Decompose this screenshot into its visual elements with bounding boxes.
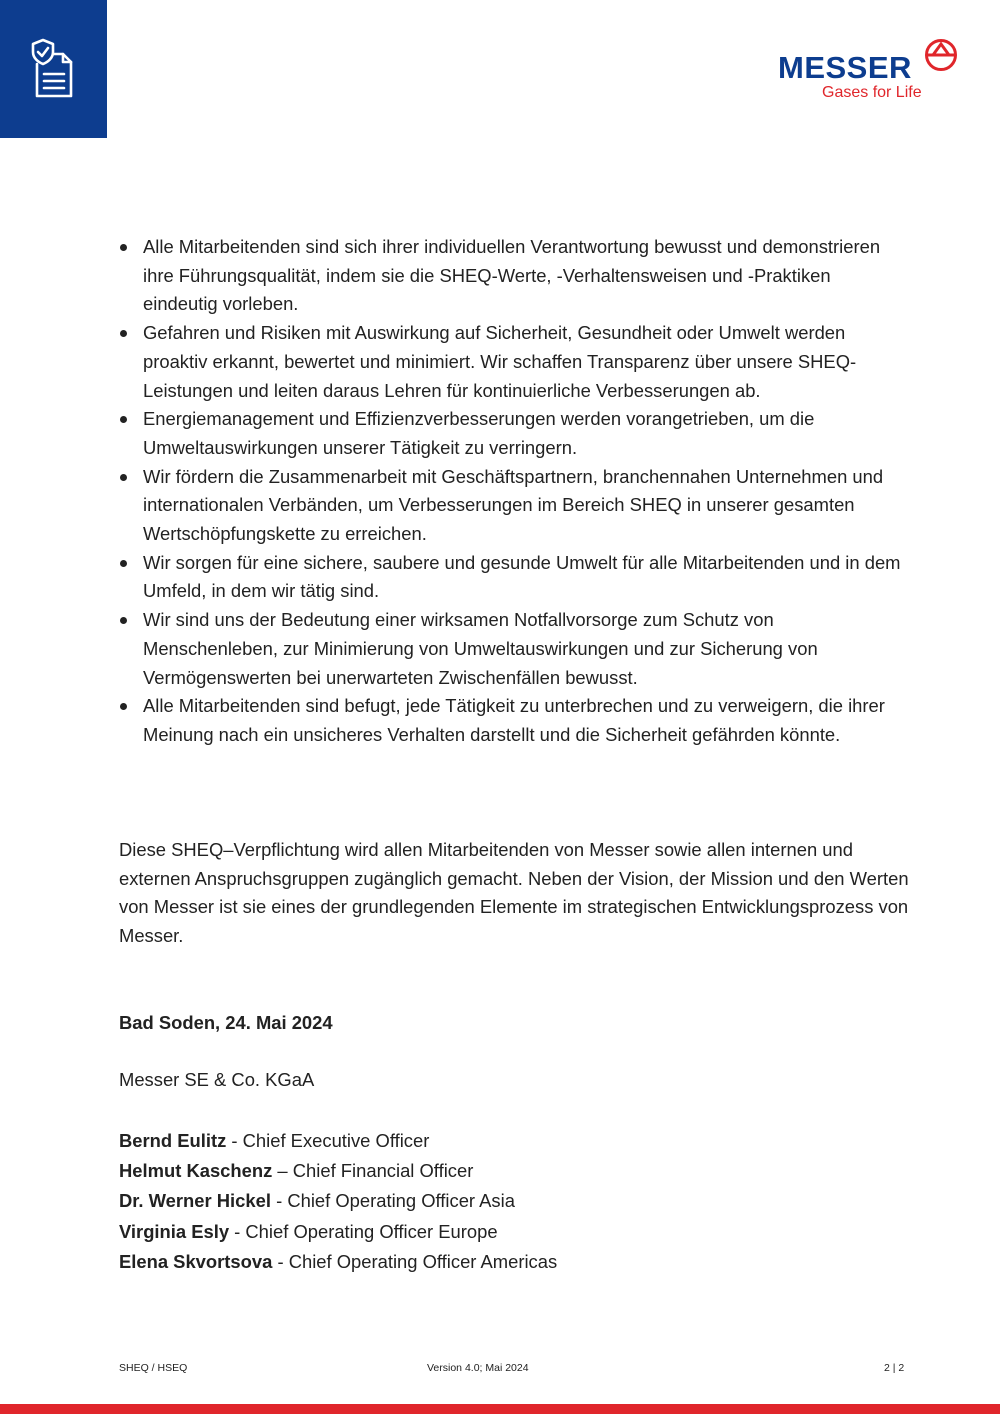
list-item [118, 233, 908, 319]
signatory-name: Elena Skvortsova [119, 1250, 273, 1272]
bullet-text: Energiemanagement und Effizienzverbesserungen werden vorangetrieben, um die Umweltauswirkungen unserer Tätigkeit zu verringern. [143, 408, 815, 458]
logo-tagline: Gases for Life [822, 84, 922, 101]
signatory-row [119, 1217, 557, 1247]
signatory-role: Chief Operating Officer Europe [245, 1220, 498, 1242]
header-corner-block [0, 0, 107, 138]
footer-document-type: SHEQ / HSEQ [119, 1362, 188, 1374]
company-name: Messer SE & Co. KGaA [119, 1069, 315, 1090]
signatory-name: Virginia Esly [119, 1220, 230, 1242]
signatory-role: Chief Executive Officer [242, 1130, 430, 1151]
signatory-separator: – [272, 1160, 293, 1182]
messer-logo [778, 38, 968, 108]
bullet-text: Alle Mitarbeitenden sind sich ihrer individuellen Verantwortung bewusst und demonstrieren ihre Führungsqualität, indem sie die SHEQ-Werte, -Verhaltensweisen und -Praktiken eindeutig vorleben. [143, 236, 881, 315]
commitment-bullet-list [118, 233, 908, 750]
logo-wordmark: MESSER [778, 50, 912, 85]
bullet-icon [120, 330, 127, 337]
bullet-text: Wir sind uns der Bedeutung einer wirksamen Notfallvorsorge zum Schutz von Menschenleben, zur Minimierung von Umweltauswirkungen und zur Sicherung von Vermögenswerten bei unerwarteten Zwischenfällen bewusst. [143, 609, 818, 688]
bullet-icon [120, 244, 127, 251]
signatory-row [119, 1126, 557, 1156]
signatory-name: Bernd Eulitz [119, 1130, 227, 1151]
clipboard-shield-check-icon [30, 38, 74, 100]
signatory-role: Chief Operating Officer Asia [287, 1190, 515, 1212]
bullet-text: Wir sorgen für eine sichere, saubere und gesunde Umwelt für alle Mitarbeitenden und in dem Umfeld, in dem wir tätig sind. [143, 551, 901, 602]
signatory-list [119, 1126, 557, 1277]
list-item [118, 606, 908, 692]
list-item [118, 319, 908, 405]
footer-version: Version 4.0; Mai 2024 [427, 1362, 529, 1374]
bullet-icon [120, 560, 127, 567]
place-date: Bad Soden, 24. Mai 2024 [119, 1012, 333, 1033]
bullet-icon [120, 617, 127, 624]
signatory-separator: - [272, 1250, 289, 1272]
signatory-role: Chief Financial Officer [292, 1160, 474, 1182]
signatory-row [119, 1247, 557, 1277]
signatory-separator: - [226, 1130, 243, 1151]
signatory-name: Dr. Werner Hickel [119, 1190, 271, 1212]
list-item [118, 405, 908, 462]
commitment-paragraph: Diese SHEQ–Verpflichtung wird allen Mitarbeitenden von Messer sowie allen internen und externen Anspruchsgruppen zugänglich gemacht. Neben der Vision, der Mission und den Werten von Messer ist sie eines der grundlegenden Elemente im strategischen Entwicklungsprozess von Messer. [119, 839, 909, 947]
footer-page-number: 2 | 2 [884, 1362, 905, 1374]
signatory-name: Helmut Kaschenz [119, 1160, 273, 1182]
list-item [118, 463, 908, 549]
footer-accent-bar [0, 1404, 1000, 1414]
list-item [118, 692, 908, 749]
signatory-role: Chief Operating Officer Americas [288, 1250, 558, 1272]
signatory-row [119, 1156, 557, 1186]
bullet-icon [120, 703, 127, 710]
signatory-separator: - [229, 1220, 246, 1242]
messer-logo-symbol-icon [924, 38, 958, 72]
bullet-icon [120, 416, 127, 423]
bullet-text: Gefahren und Risiken mit Auswirkung auf Sicherheit, Gesundheit oder Umwelt werden proaktiv erkannt, bewertet und minimiert. Wir schaffen Transparenz über unsere SHEQ-Leistungen und leiten daraus Lehren für kontinuierliche Verbesserungen ab. [143, 322, 857, 401]
bullet-text: Alle Mitarbeitenden sind befugt, jede Tätigkeit zu unterbrechen und zu verweigern, die ihrer Meinung nach ein unsicheres Verhalten darstellt und die Sicherheit gefährden könnte. [143, 695, 885, 745]
bullet-text: Wir fördern die Zusammenarbeit mit Geschäftspartnern, branchennahen Unternehmen und internationalen Verbänden, um Verbesserungen im Bereich SHEQ in unserer gesamten Wertschöpfungskette zu erreichen. [143, 465, 884, 545]
list-item [118, 549, 908, 606]
bullet-icon [120, 474, 127, 481]
signatory-row [119, 1186, 557, 1216]
signatory-separator: - [270, 1190, 288, 1212]
